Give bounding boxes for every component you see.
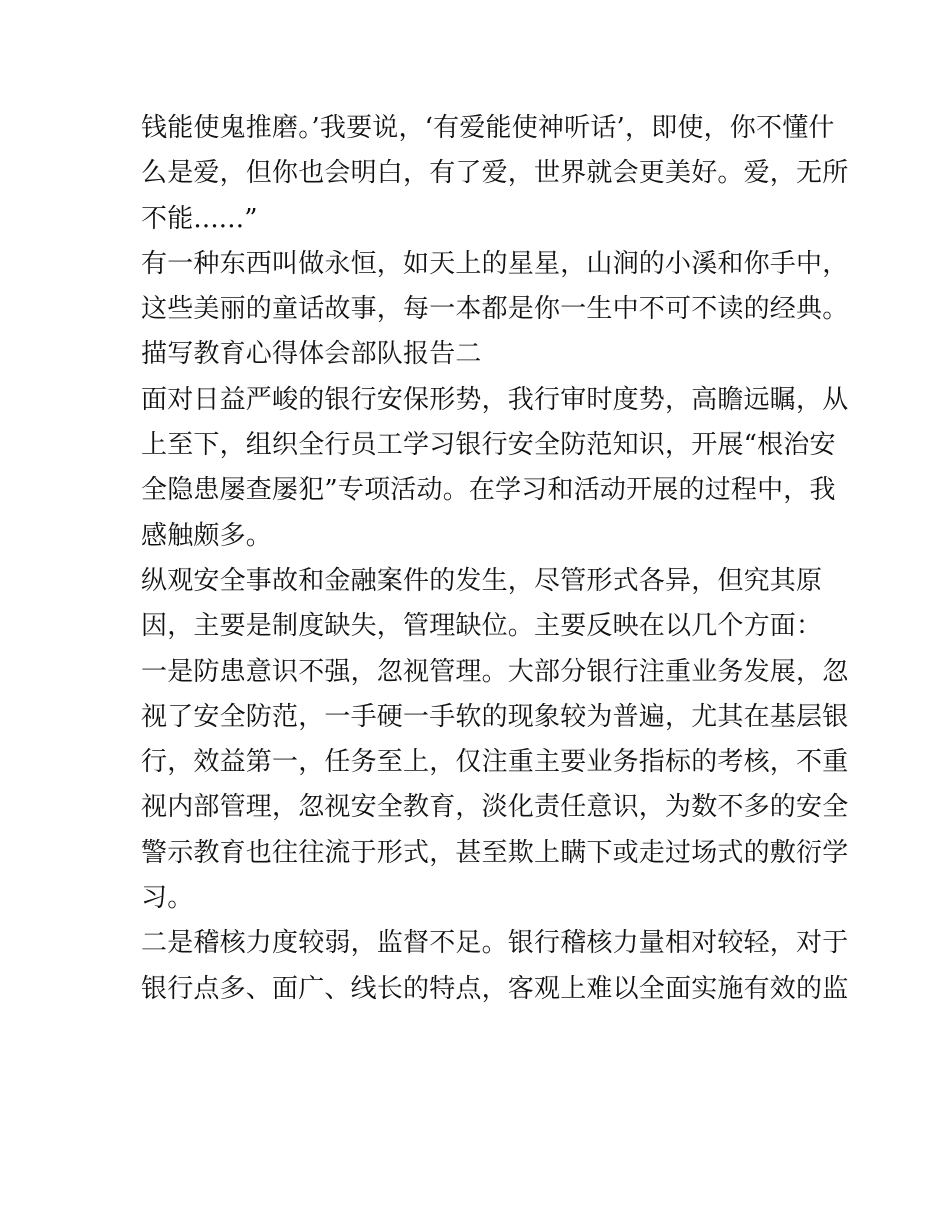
section-heading: 描写教育心得体会部队报告二 — [141, 339, 482, 370]
text-line: 面对日益严峻的银行安保形势，我行审时度势，高瞻远瞩，从 — [141, 384, 849, 415]
text-line: 视了安全防范，一手硬一手软的现象较为普遍，尤其在基层银 — [141, 701, 849, 732]
text-line: 警示教育也往往流于形式，甚至欺上瞒下或走过场式的敷衍学 — [141, 837, 849, 868]
text-line: 钱能使鬼推磨。’我要说，‘有爱能使神听话’，即使，你不懂什 — [141, 113, 835, 143]
text-line: 不能......” — [141, 203, 258, 234]
text-line: 因，主要是制度缺失，管理缺位。主要反映在以几个方面： — [141, 611, 823, 642]
text-line: 这些美丽的童话故事，每一本都是你一生中不可不读的经典。 — [141, 294, 849, 325]
text-line: 全隐患屡查屡犯”专项活动。在学习和活动开展的过程中，我 — [141, 475, 836, 506]
text-line: 行，效益第一，任务至上，仅注重主要业务指标的考核，不重 — [141, 747, 849, 778]
text-line: 感触颇多。 — [141, 520, 273, 551]
text-line: 视内部管理，忽视安全教育，淡化责任意识，为数不多的安全 — [141, 792, 849, 823]
text-line: 上至下，组织全行员工学习银行安全防范知识，开展“根治安 — [141, 430, 836, 461]
text-line: 银行点多、面广、线长的特点，客观上难以全面实施有效的监 — [141, 973, 849, 1004]
text-line: 二是稽核力度较弱，监督不足。银行稽核力量相对较轻，对于 — [141, 928, 849, 959]
text-line: 习。 — [141, 883, 194, 914]
text-line: 有一种东西叫做永恒，如天上的星星，山涧的小溪和你手中， — [141, 248, 849, 279]
text-line: 一是防患意识不强，忽视管理。大部分银行注重业务发展，忽 — [141, 656, 849, 687]
text-line: 么是爱，但你也会明白，有了爱，世界就会更美好。爱，无所 — [141, 158, 849, 189]
text-line: 纵观安全事故和金融案件的发生，尽管形式各异，但究其原 — [141, 565, 823, 596]
